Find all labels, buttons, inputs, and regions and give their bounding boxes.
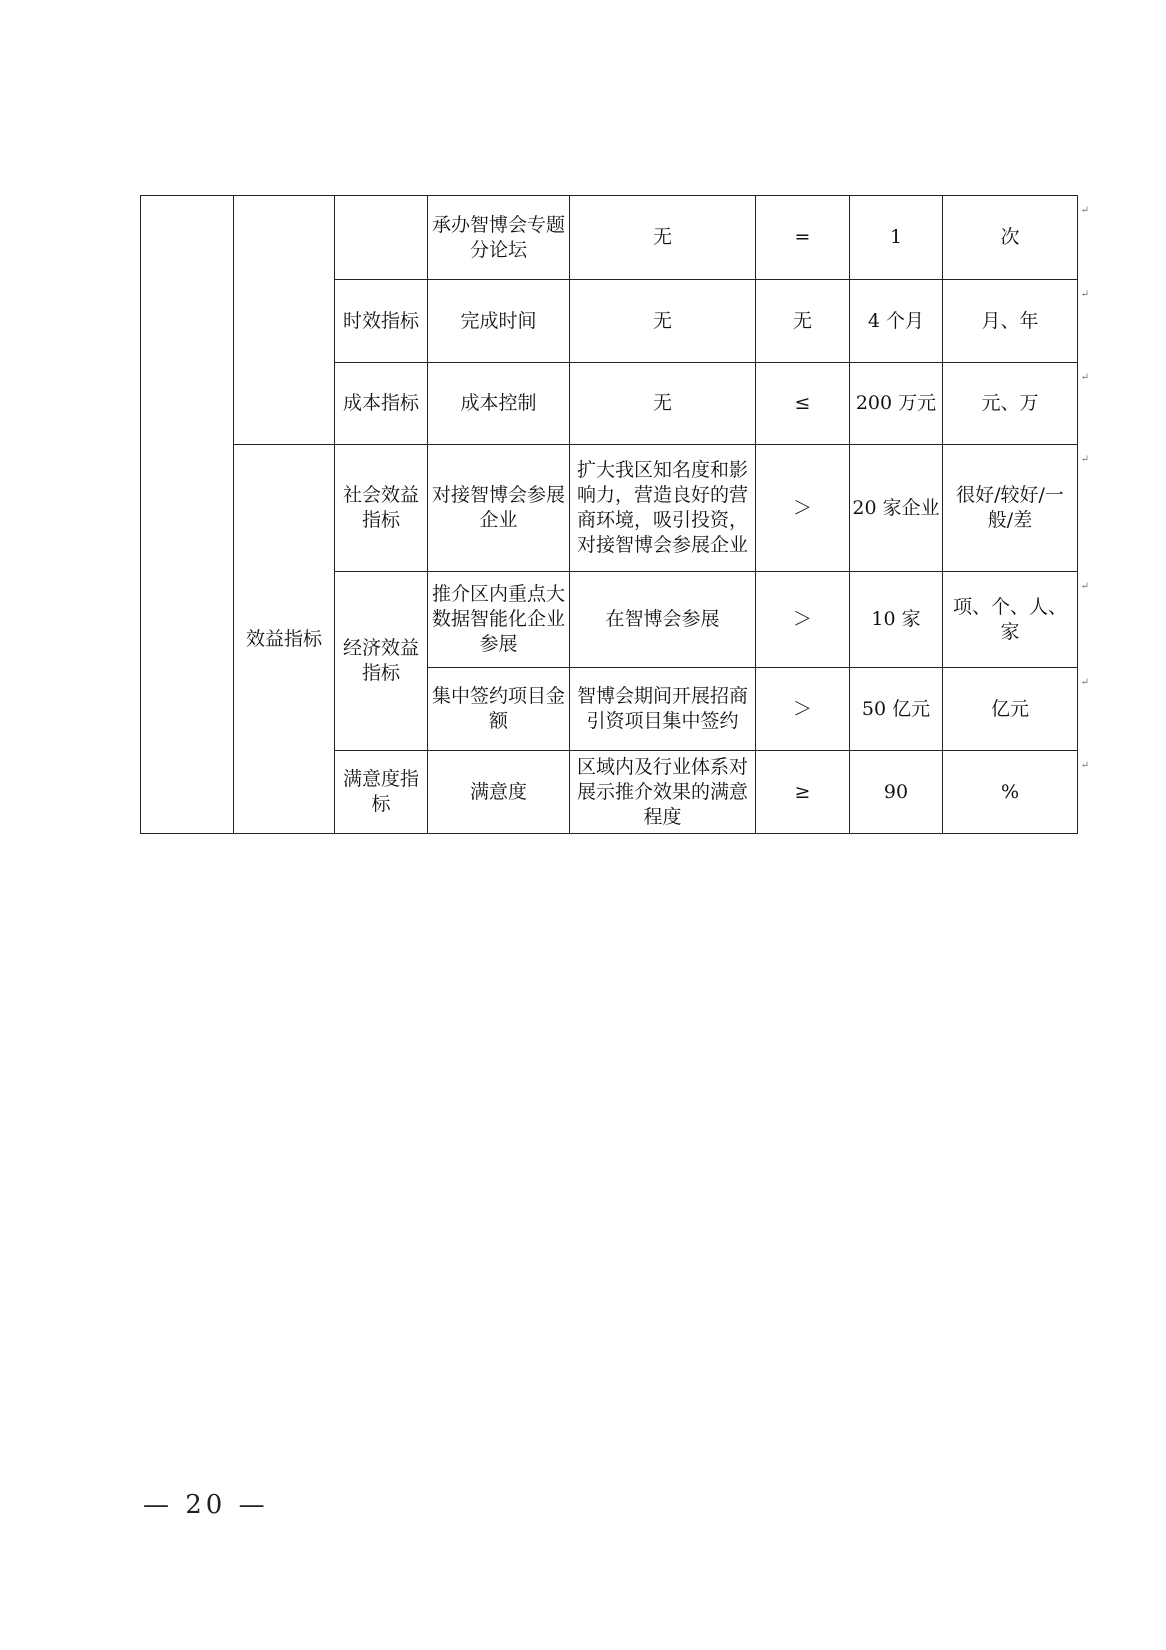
operator-cell: ＞ bbox=[756, 668, 850, 751]
indicator-cell: 对接智博会参展企业 bbox=[428, 445, 570, 572]
level0-cell-empty bbox=[141, 196, 234, 834]
unit-cell bbox=[943, 445, 1089, 572]
unit-cell bbox=[943, 196, 1089, 280]
paragraph-mark-icon: ↵ bbox=[1080, 581, 1089, 592]
indicator-table-container bbox=[140, 195, 1089, 834]
level1-cell: 效益指标 bbox=[234, 445, 335, 834]
target-cell: 200 万元 bbox=[850, 363, 943, 445]
operator-cell: ＞ bbox=[756, 572, 850, 668]
page-number: — 20 — bbox=[143, 1490, 269, 1520]
unit-text: 项、个、人、家 bbox=[952, 595, 1067, 643]
operator-cell: ≤ bbox=[756, 363, 850, 445]
unit-text: 元、万 bbox=[981, 392, 1039, 414]
unit-text: 亿元 bbox=[990, 697, 1029, 720]
target-cell: 1 bbox=[850, 196, 943, 280]
unit-text: 次 bbox=[1000, 226, 1020, 248]
paragraph-mark-icon: ↵ bbox=[1080, 372, 1089, 383]
operator-cell: ≥ bbox=[756, 751, 850, 834]
unit-cell bbox=[943, 751, 1089, 834]
level2-cell: 成本指标 bbox=[335, 363, 428, 445]
unit-text: % bbox=[1000, 780, 1020, 803]
table-row bbox=[141, 196, 1078, 280]
indicator-cell: 完成时间 bbox=[428, 280, 570, 363]
target-cell: 20 家企业 bbox=[850, 445, 943, 572]
description-cell: 区域内及行业体系对展示推介效果的满意程度 bbox=[570, 751, 756, 834]
level1-cell-empty bbox=[234, 196, 335, 445]
description-cell: 无 bbox=[570, 196, 756, 280]
table-row bbox=[141, 445, 1078, 572]
level2-cell: 经济效益指标 bbox=[335, 572, 428, 751]
paragraph-mark-icon: ↵ bbox=[1080, 454, 1089, 465]
level2-cell-empty bbox=[335, 196, 428, 280]
indicator-cell: 满意度 bbox=[428, 751, 570, 834]
operator-cell: ＞ bbox=[756, 445, 850, 572]
level2-cell: 满意度指标 bbox=[335, 751, 428, 834]
description-cell: 无 bbox=[570, 363, 756, 445]
description-cell: 在智博会参展 bbox=[570, 572, 756, 668]
unit-cell bbox=[943, 280, 1089, 363]
operator-cell: 无 bbox=[756, 280, 850, 363]
paragraph-mark-icon: ↵ bbox=[1080, 205, 1089, 216]
unit-text: 月、年 bbox=[981, 309, 1039, 332]
target-cell: 4 个月 bbox=[850, 280, 943, 363]
unit-cell bbox=[943, 572, 1089, 668]
level2-cell: 时效指标 bbox=[335, 280, 428, 363]
paragraph-mark-icon: ↵ bbox=[1080, 760, 1089, 771]
level2-cell: 社会效益指标 bbox=[335, 445, 428, 572]
indicator-cell: 推介区内重点大数据智能化企业参展 bbox=[428, 572, 570, 668]
unit-text: 很好/较好/一般/差 bbox=[956, 484, 1064, 531]
description-cell: 扩大我区知名度和影响力，营造良好的营商环境，吸引投资，对接智博会参展企业 bbox=[570, 445, 756, 572]
operator-cell: = bbox=[756, 196, 850, 280]
unit-cell bbox=[943, 668, 1089, 751]
target-cell: 50 亿元 bbox=[850, 668, 943, 751]
indicator-cell: 集中签约项目金额 bbox=[428, 668, 570, 751]
description-cell: 无 bbox=[570, 280, 756, 363]
paragraph-mark-icon: ↵ bbox=[1080, 677, 1089, 688]
description-cell: 智博会期间开展招商引资项目集中签约 bbox=[570, 668, 756, 751]
target-cell: 90 bbox=[850, 751, 943, 834]
paragraph-mark-icon: ↵ bbox=[1080, 289, 1089, 300]
unit-cell bbox=[943, 363, 1089, 445]
target-cell: 10 家 bbox=[850, 572, 943, 668]
indicator-cell: 成本控制 bbox=[428, 363, 570, 445]
performance-indicator-table bbox=[140, 195, 1089, 834]
indicator-cell: 承办智博会专题分论坛 bbox=[428, 196, 570, 280]
